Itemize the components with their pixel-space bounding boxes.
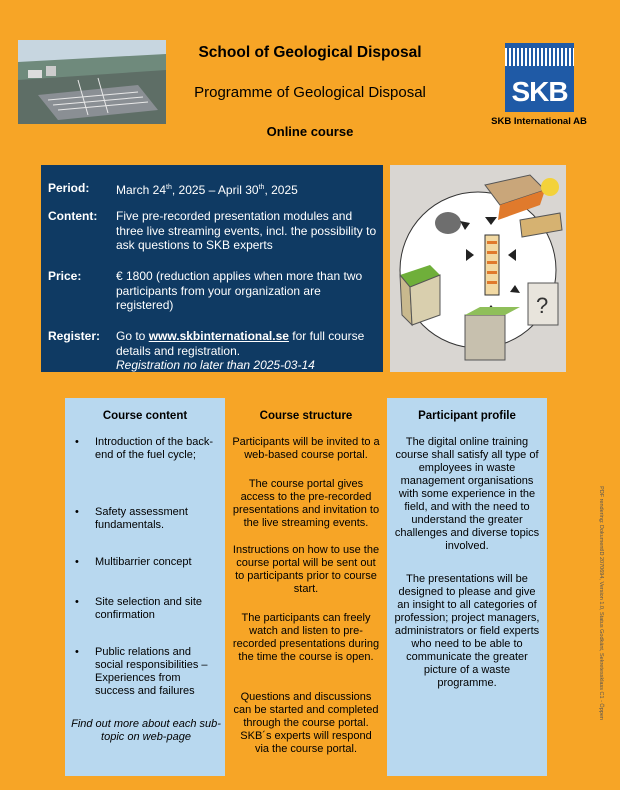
price-value: € 1800 (reduction applies when more than two participants from your organization are registered) xyxy=(116,269,363,312)
register-value: Go to www.skbinternational.se for full course details and registration. Registration no later than 2025-03-14 xyxy=(116,329,365,372)
structure-paragraph: Questions and discussions can be started and completed through the course portal. SKB´s experts will respond via the course portal. xyxy=(233,691,379,755)
profile-paragraph: The presentations will be designed to please and give an insight to all categories of profession; project managers, administrators or field experts who need to be able to communicate the greater picture of a waste programme. xyxy=(394,573,540,689)
skb-logo xyxy=(505,43,574,112)
course-type: Online course xyxy=(266,124,354,139)
pdf-rendering-note: PDF rendering: DokumentID 2070694, Version 1.0, Status Godkänt, Sekretessklass C1 - Öppen xyxy=(598,486,605,720)
info-box xyxy=(41,165,383,372)
safety-concept-illustration xyxy=(390,165,566,372)
svg-text:?: ? xyxy=(536,293,549,318)
list-item: • Multibarrier concept xyxy=(95,556,221,569)
course-structure-heading: Course structure xyxy=(259,410,353,422)
register-label: Register: xyxy=(48,329,101,343)
profile-paragraph: The digital online training course shall satisfy all type of employees in waste management organisations with some experience in the field, and with the need to understand the greater challenges and diverse topics involved. xyxy=(394,436,540,552)
structure-paragraph: Instructions on how to use the course portal will be sent out to participants prior to course start. xyxy=(232,544,380,595)
school-title: School of Geological Disposal xyxy=(198,44,422,61)
list-item: • Safety assessment fundamentals. xyxy=(95,506,221,532)
content-value: Five pre-recorded presentation modules and three live streaming events, incl. the possibility to ask questions to SKB experts xyxy=(116,209,377,252)
content-label: Content: xyxy=(48,209,98,223)
participant-profile-heading: Participant profile xyxy=(418,410,516,422)
period-value: March 24th, 2025 – April 30th, 2025 xyxy=(116,183,298,197)
list-item: • Public relations and social responsibilities – Experiences from success and failures xyxy=(95,646,221,698)
repository-illustration xyxy=(18,40,166,124)
course-content-heading: Course content xyxy=(102,410,188,422)
logo-stripes xyxy=(505,48,574,66)
structure-paragraph: The participants can freely watch and listen to pre-recorded presentations during the time the course is open. xyxy=(232,612,380,663)
period-label: Period: xyxy=(48,181,90,195)
list-item: • Site selection and site confirmation xyxy=(95,596,221,622)
list-item: • Introduction of the back-end of the fuel cycle; xyxy=(95,436,221,462)
participant-profile-column xyxy=(387,398,547,776)
logo-text: SKB xyxy=(511,76,568,107)
structure-paragraph: Participants will be invited to a web-based course portal. xyxy=(232,436,380,461)
register-deadline: Registration no later than 2025-03-14 xyxy=(116,358,315,372)
price-label: Price: xyxy=(48,269,82,283)
register-link[interactable]: www.skbinternational.se xyxy=(148,329,289,343)
course-content-footer: Find out more about each sub-topic on web-page xyxy=(71,718,221,743)
course-content-column xyxy=(65,398,225,776)
programme-title: Programme of Geological Disposal xyxy=(194,84,426,101)
course-structure-column xyxy=(226,398,386,776)
structure-paragraph: The course portal gives access to the pre-recorded presentations and invitation to the live streaming events. xyxy=(232,478,380,529)
org-name: SKB International AB xyxy=(491,116,587,127)
